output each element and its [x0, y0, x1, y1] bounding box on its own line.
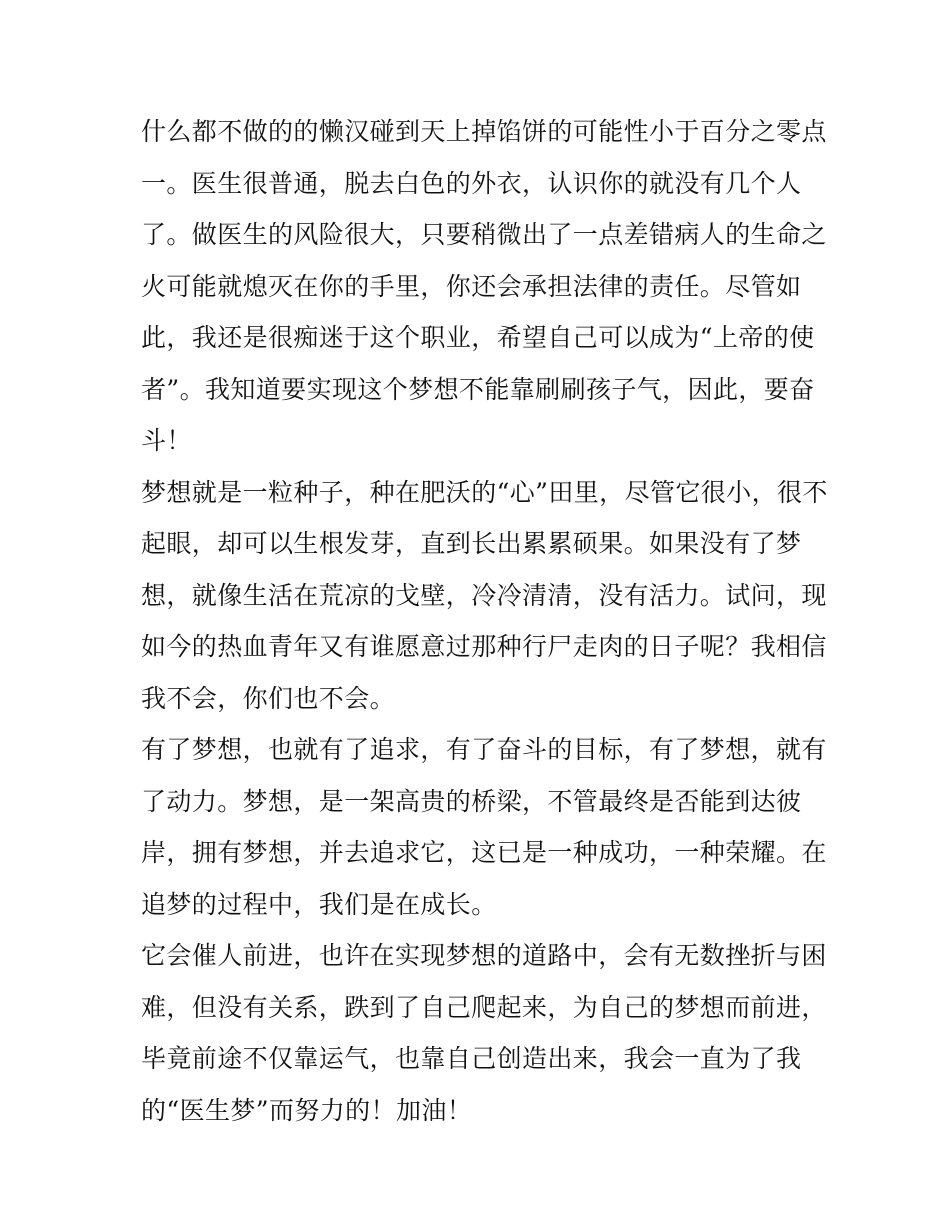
text-line: 的“医生梦”而努力的！加油！ — [141, 1095, 473, 1125]
text-line: 岸，拥有梦想，并去追求它，这已是一种成功，一种荣耀。在 — [141, 838, 827, 867]
text-line: 我不会，你们也不会。 — [141, 683, 396, 713]
text-line: 了动力。梦想，是一架高贵的桥梁，不管最终是否能到达彼 — [141, 786, 802, 816]
text-line: 想，就像生活在荒凉的戈壁，冷冷清清，没有活力。试问，现 — [141, 580, 827, 610]
text-line: 什么都不做的的懒汉碰到天上掉馅饼的可能性小于百分之零点 — [141, 117, 827, 146]
text-line: 起眼，却可以生根发芽，直到长出累累硕果。如果没有了梦 — [141, 529, 802, 558]
text-line: 有了梦想，也就有了追求，有了奋斗的目标，有了梦想，就有 — [141, 735, 827, 764]
text-line: 斗！ — [141, 426, 192, 455]
text-line: 了。做医生的风险很大，只要稍微出了一点差错病人的生命之 — [141, 220, 827, 249]
text-line: 此，我还是很痴迷于这个职业，希望自己可以成为“上帝的使 — [141, 323, 815, 352]
essay-text — [141, 106, 828, 1136]
text-line: 追梦的过程中，我们是在成长。 — [141, 889, 497, 919]
text-line: 梦想就是一粒种子，种在肥沃的“心”田里，尽管它很小，很不 — [141, 477, 828, 507]
text-line: 难，但没有关系，跌到了自己爬起来，为自己的梦想而前进， — [141, 992, 827, 1022]
text-line: 如今的热血青年又有谁愿意过那种行尸走肉的日子呢？我相信 — [141, 632, 827, 661]
text-line: 火可能就熄灭在你的手里，你还会承担法律的责任。尽管如 — [141, 271, 802, 301]
text-line: 一。医生很普通，脱去白色的外衣，认识你的就没有几个人 — [141, 168, 802, 198]
text-line: 毕竟前途不仅靠运气，也靠自己创造出来，我会一直为了我 — [141, 1044, 802, 1073]
text-line: 它会催人前进，也许在实现梦想的道路中，会有无数挫折与困 — [141, 941, 827, 970]
text-line: 者”。我知道要实现这个梦想不能靠刷刷孩子气，因此，要奋 — [141, 374, 815, 404]
